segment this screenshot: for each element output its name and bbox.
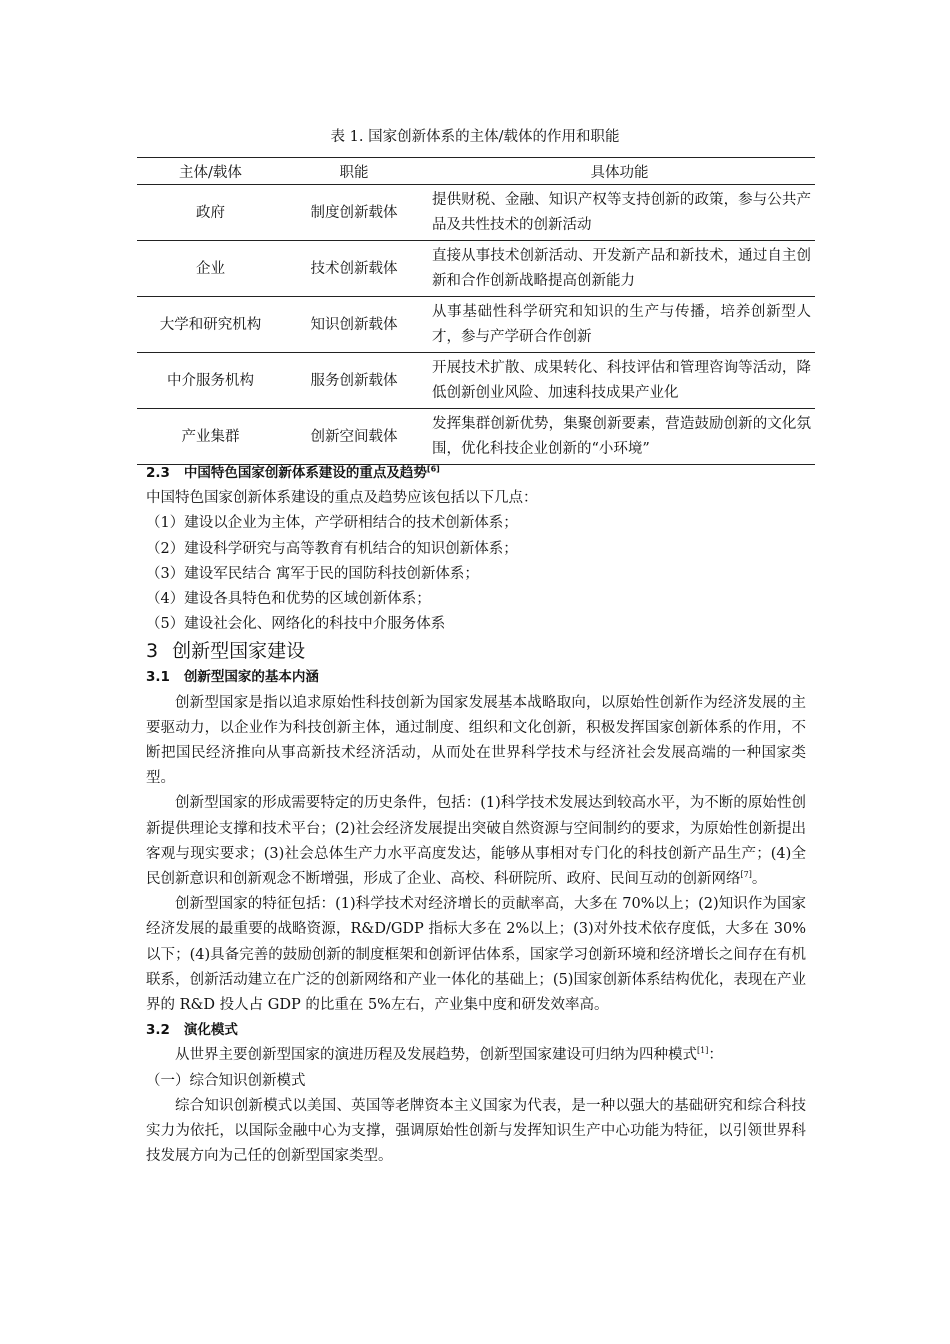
list-item: （5）建设社会化、网络化的科技中介服务体系: [146, 616, 446, 633]
header-role: 职能: [284, 158, 424, 185]
cell-function: 从事基础性科学研究和知识的生产与传播，培养创新型人才，参与产学研合作创新: [424, 297, 815, 353]
subsection-title: （一）综合知识创新模式: [146, 1072, 306, 1089]
list-item: （3）建设军民结合 寓军于民的国防科技创新体系；: [146, 565, 479, 582]
cell-role: 技术创新载体: [284, 241, 424, 297]
cell-role: 制度创新载体: [284, 185, 424, 241]
cell-role: 服务创新载体: [284, 353, 424, 409]
section-2-3-heading: 2.3 中国特色国家创新体系建设的重点及趋势[6]: [146, 464, 440, 481]
citation-ref: [1]: [697, 1046, 709, 1056]
cell-subject: 企业: [137, 241, 284, 297]
cell-function: 发挥集群创新优势，集聚创新要素，营造鼓励创新的文化氛围，优化科技企业创新的“小环境”: [424, 409, 815, 465]
cell-function: 提供财税、金融、知识产权等支持创新的政策，参与公共产品及共性技术的创新活动: [424, 185, 815, 241]
cell-role: 知识创新载体: [284, 297, 424, 353]
list-item: （4）建设各具特色和优势的区域创新体系；: [146, 591, 431, 608]
table-row: [137, 297, 815, 353]
innovation-table: [137, 157, 815, 465]
paragraph: 创新型国家是指以追求原始性科技创新为国家发展基本战略取向，以原始性创新作为经济发展的主要驱动力，以企业作为科技创新主体，通过制度、组织和文化创新，积极发挥国家创新体系的作用，不断把国民经济推向从事高新技术经济活动，从而处在世界科学技术与经济社会发展高端的一种国家类型。: [146, 694, 806, 787]
cell-subject: 产业集群: [137, 409, 284, 465]
paragraph: 创新型国家的形成需要特定的历史条件，包括：(1)科学技术发展达到较高水平，为不断的原始性创新提供理论支撑和技术平台；(2)社会经济发展提出突破自然资源与空间制约的要求，为原始性创新提出客观与现实要求；(3)社会总体生产力水平高度发达，能够从事相对专门化的科技创新产品生产；(4)全民创新意识和创新观念不断增强，形成了企业、高校、科研院所、政府、民间互动的创新网络[7]。: [146, 795, 806, 888]
paragraph: 综合知识创新模式以美国、英国等老牌资本主义国家为代表，是一种以强大的基础研究和综合科技实力为依托，以国际金融中心为支撑，强调原始性创新与发挥知识生产中心功能为特征，以引领世界科技发展方向为己任的创新型国家类型。: [146, 1097, 806, 1165]
table-row: [137, 409, 815, 465]
paragraph: 创新型国家的特征包括：(1)科学技术对经济增长的贡献率高，大多在 70%以上；(2)知识作为国家经济发展的最重要的战略资源，R&D/GDP 指标大多在 2%以上；(3)对外技术依存度低，大多在 30%以下；(4)具备完善的鼓励创新的制度框架和创新评估体系，国家学习创新环境和经济增长之间存在有机联系，创新活动建立在广泛的创新网络和产业一体化的基础上；(5)国家创新体系结构优化，表现在产业界的 R&D 投人占 GDP 的比重在 5%左右，产业集中度和研发效率高。: [146, 896, 806, 1014]
cell-subject: 中介服务机构: [137, 353, 284, 409]
cell-subject: 政府: [137, 185, 284, 241]
citation-ref: [7]: [740, 870, 752, 880]
cell-function: 直接从事技术创新活动、开发新产品和新技术，通过自主创新和合作创新战略提高创新能力: [424, 241, 815, 297]
header-function: 具体功能: [424, 158, 815, 185]
table-caption: 表 1. 国家创新体系的主体/载体的作用和职能: [330, 129, 620, 145]
list-item: （1）建设以企业为主体，产学研相结合的技术创新体系；: [146, 515, 518, 532]
cell-function: 开展技术扩散、成果转化、科技评估和管理咨询等活动，降低创新创业风险、加速科技成果产业化: [424, 353, 815, 409]
section-2-3-intro: 中国特色国家创新体系建设的重点及趋势应该包括以下几点：: [146, 490, 538, 507]
list-item: （2）建设科学研究与高等教育有机结合的知识创新体系；: [146, 540, 518, 557]
paragraph: 从世界主要创新型国家的演进历程及发展趋势，创新型国家建设可归纳为四种模式[1]：: [175, 1046, 723, 1064]
body-text: [146, 461, 806, 1169]
section-3-heading: 3 创新型国家建设: [146, 640, 306, 663]
table-header-row: [137, 158, 815, 185]
table-row: [137, 185, 815, 241]
table-row: [137, 353, 815, 409]
section-3-1-heading: 3.1 创新型国家的基本内涵: [146, 669, 319, 686]
cell-role: 创新空间载体: [284, 409, 424, 465]
section-3-2-heading: 3.2 演化模式: [146, 1022, 238, 1039]
header-subject: 主体/载体: [137, 158, 284, 185]
cell-subject: 大学和研究机构: [137, 297, 284, 353]
citation-ref: [6]: [426, 464, 440, 474]
table-row: [137, 241, 815, 297]
